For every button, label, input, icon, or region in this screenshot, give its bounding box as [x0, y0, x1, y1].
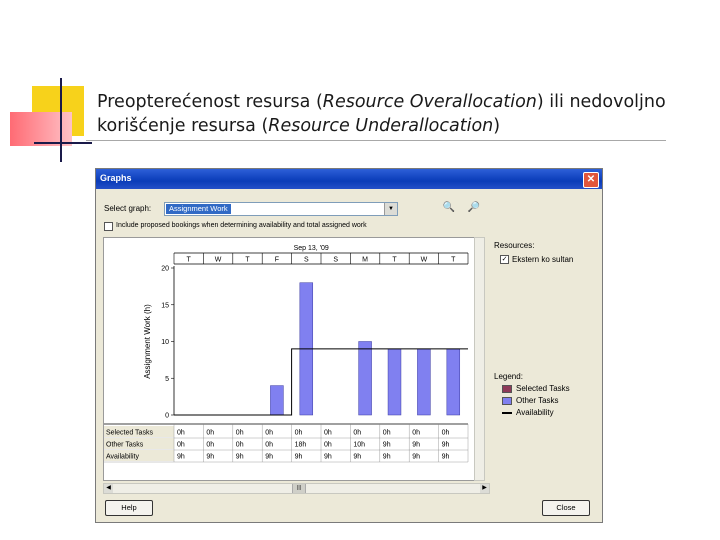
- title-underline: [86, 140, 666, 141]
- title-part-3: ) ili nedovoljno korišćenje resursa (: [97, 92, 666, 136]
- table-cell: 0h: [235, 429, 244, 437]
- dialog-titlebar[interactable]: [96, 169, 602, 189]
- day-tick-label: W: [420, 256, 428, 264]
- table-cell: 9h: [412, 441, 420, 449]
- legend-item-label: Other Tasks: [516, 396, 559, 405]
- title-part-2: Resource Overallocation: [322, 92, 537, 112]
- scroll-right-icon[interactable]: ▶: [480, 484, 489, 493]
- day-tick-label: S: [333, 256, 339, 264]
- include-proposed-label: Include proposed bookings when determining availability and total assigned work: [116, 222, 367, 229]
- y-tick-label: 10: [161, 339, 169, 346]
- decor-horizontal-line: [34, 142, 92, 144]
- table-cell: 0h: [324, 441, 332, 449]
- assignment-work-chart: [104, 238, 474, 480]
- table-cell: 9h: [412, 453, 420, 461]
- bar-other-tasks: [417, 349, 430, 415]
- legend-swatch: [502, 385, 512, 393]
- table-cell: 0h: [206, 429, 215, 437]
- day-tick-label: S: [303, 256, 309, 264]
- chart-pane: [103, 237, 482, 481]
- zoom-out-icon[interactable]: 🔎: [467, 202, 481, 213]
- select-graph-dropdown[interactable]: [164, 202, 398, 216]
- table-cell: 18h: [294, 441, 307, 449]
- table-cell: 9h: [265, 453, 273, 461]
- legend-item-label: Availability: [516, 408, 554, 417]
- date-label: Sep 13, '09: [293, 245, 329, 252]
- resource-checkbox[interactable]: ✓: [501, 256, 508, 263]
- table-cell: 0h: [235, 441, 244, 449]
- y-tick-label: 20: [161, 265, 169, 273]
- legend-swatch: [502, 397, 512, 405]
- table-cell: 9h: [235, 453, 244, 461]
- zoom-in-icon[interactable]: 🔍: [442, 202, 456, 213]
- table-cell: 9h: [382, 441, 391, 449]
- table-cell: 9h: [441, 441, 450, 449]
- table-cell: 0h: [382, 429, 391, 437]
- table-cell: 10h: [353, 441, 366, 449]
- bar-other-tasks: [447, 349, 460, 415]
- select-graph-value: Assignment Work: [166, 204, 231, 214]
- select-graph-label: Select graph:: [104, 204, 152, 213]
- bar-other-tasks: [359, 342, 372, 416]
- chevron-down-icon[interactable]: ▼: [384, 203, 397, 215]
- day-tick-label: T: [245, 256, 250, 264]
- title-part-4: Resource Underallocation: [268, 116, 494, 136]
- y-tick-label: 15: [161, 302, 169, 310]
- table-cell: 0h: [206, 441, 215, 449]
- table-row-label: Other Tasks: [106, 441, 144, 449]
- table-cell: 0h: [177, 429, 185, 437]
- include-proposed-checkbox[interactable]: [104, 222, 113, 231]
- bar-other-tasks: [388, 349, 401, 415]
- table-cell: 9h: [441, 453, 450, 461]
- table-cell: 9h: [353, 453, 362, 461]
- slide-title: [97, 90, 697, 138]
- close-icon[interactable]: ✕: [583, 172, 599, 188]
- table-cell: 9h: [294, 453, 303, 461]
- day-tick-label: T: [186, 256, 191, 264]
- title-part-5: ): [493, 116, 501, 136]
- resources-label: Resources:: [494, 241, 535, 250]
- decor-pink-bar: [10, 112, 72, 146]
- decor-vertical-line: [60, 78, 62, 162]
- table-cell: 9h: [324, 453, 332, 461]
- y-axis-label: Assignment Work (h): [143, 304, 152, 379]
- table-cell: 0h: [265, 429, 273, 437]
- resource-name: Ekstern ko sultan: [512, 255, 574, 264]
- vertical-scrollbar[interactable]: [474, 237, 485, 481]
- table-row-label: Availability: [106, 453, 139, 461]
- legend-line-availability: [502, 412, 512, 414]
- table-cell: 9h: [382, 453, 391, 461]
- day-tick-label: F: [274, 256, 280, 264]
- day-tick-label: W: [214, 256, 222, 264]
- table-cell: 0h: [324, 429, 332, 437]
- title-part-1: Preopterećenost resursa (: [97, 92, 323, 112]
- horizontal-scrollbar[interactable]: [103, 483, 490, 494]
- y-tick-label: 0: [165, 412, 169, 420]
- scroll-thumb[interactable]: |||: [292, 484, 306, 493]
- table-cell: 0h: [441, 429, 450, 437]
- table-cell: 9h: [177, 453, 185, 461]
- table-cell: 9h: [206, 453, 215, 461]
- dialog-title: Graphs: [100, 173, 132, 183]
- legend-label: Legend:: [494, 372, 523, 381]
- graphs-dialog: [95, 168, 603, 523]
- bar-other-tasks: [270, 386, 283, 415]
- help-button[interactable]: Help: [105, 500, 153, 516]
- day-tick-label: T: [392, 256, 397, 264]
- table-cell: 0h: [353, 429, 362, 437]
- y-tick-label: 5: [165, 375, 169, 383]
- table-cell: 0h: [177, 441, 185, 449]
- legend-item-label: Selected Tasks: [516, 384, 570, 393]
- close-button[interactable]: Close: [542, 500, 590, 516]
- day-tick-label: M: [362, 256, 369, 264]
- table-cell: 0h: [412, 429, 420, 437]
- day-tick-label: T: [451, 256, 456, 264]
- table-cell: 0h: [294, 429, 303, 437]
- scroll-left-icon[interactable]: ◀: [104, 484, 113, 493]
- table-cell: 0h: [265, 441, 273, 449]
- table-row-label: Selected Tasks: [106, 429, 153, 437]
